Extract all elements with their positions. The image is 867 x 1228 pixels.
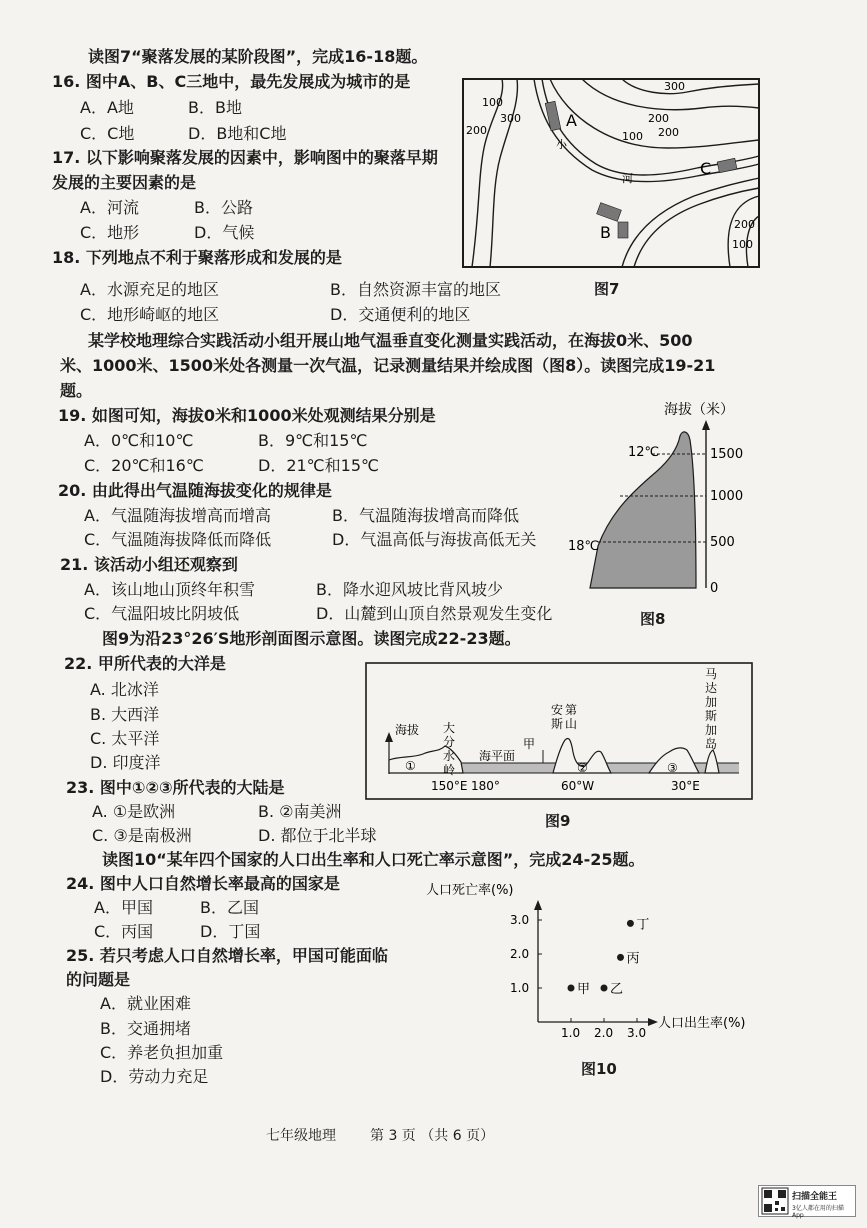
point-label: 丙 bbox=[626, 951, 640, 967]
contour-label-7: 200 bbox=[734, 218, 755, 231]
label-c: C bbox=[700, 159, 712, 178]
fig8-yaxis-label: 海拔（米） bbox=[664, 402, 734, 418]
q20-option-a: A．气温随海拔增高而增高 bbox=[84, 506, 271, 525]
q25-stem-1: 25. 若只考虑人口自然增长率，甲国可能面临 bbox=[66, 946, 388, 965]
fig9-mada-2: 达 bbox=[705, 681, 718, 695]
q25-option-b: B．交通拥堵 bbox=[100, 1019, 191, 1038]
contour-label-1: 100 bbox=[482, 96, 503, 109]
q16-option-c: C．C地 bbox=[80, 124, 135, 143]
q16-option-d: D．B地和C地 bbox=[188, 124, 287, 143]
q22-option-d: D. 印度洋 bbox=[90, 753, 161, 772]
fig9-divide-1: 大 bbox=[443, 721, 456, 735]
contour-label-9: 200 bbox=[658, 126, 679, 139]
fig9-continent-1: ① bbox=[405, 759, 416, 773]
intro-fig7: 读图7“聚落发展的某阶段图”，完成16-18题。 bbox=[88, 47, 428, 66]
figure-10-caption: 图10 bbox=[581, 1060, 617, 1078]
q24-option-c: C．丙国 bbox=[94, 922, 154, 941]
fig9-continent-3: ③ bbox=[667, 761, 678, 775]
x-tick-label: 2.0 bbox=[594, 1026, 614, 1040]
q25-option-c: C．养老负担加重 bbox=[100, 1043, 224, 1062]
figure-8-mountain bbox=[560, 396, 760, 602]
q17-option-c: C．地形 bbox=[80, 223, 140, 242]
settlement-c-block bbox=[717, 158, 737, 173]
q17-option-b: B．公路 bbox=[194, 198, 253, 217]
q23-option-b: B. ②南美洲 bbox=[258, 802, 342, 821]
q23-option-d: D. 都位于北半球 bbox=[258, 826, 377, 845]
q21-option-c: C．气温阳坡比阴坡低 bbox=[84, 604, 240, 623]
fig8-temp-top: 12℃ bbox=[628, 445, 660, 460]
q23-option-a: A. ①是欧洲 bbox=[92, 802, 176, 821]
contour-label-6: 100 bbox=[622, 130, 643, 143]
fig9-andes-2: 斯 bbox=[551, 717, 564, 731]
settlement-b-block-1 bbox=[597, 203, 622, 222]
scatter-point bbox=[601, 985, 608, 992]
scatter-point bbox=[617, 954, 624, 961]
label-a: A bbox=[566, 111, 577, 130]
footer-subject: 七年级地理 bbox=[266, 1128, 336, 1144]
q20-stem: 20. 由此得出气温随海拔变化的规律是 bbox=[58, 481, 332, 500]
fig9-lon-30e: 30°E bbox=[671, 779, 700, 793]
figure-8-caption: 图8 bbox=[640, 610, 666, 628]
fig8-tick-1000: 1000 bbox=[710, 489, 744, 504]
stamp-line2: 3亿人都在用的扫描App bbox=[792, 1205, 844, 1219]
q18-option-c: C．地形崎岖的地区 bbox=[80, 305, 220, 324]
q18-option-b: B．自然资源丰富的地区 bbox=[330, 280, 501, 299]
scatter-point bbox=[568, 985, 575, 992]
figure-7-map bbox=[462, 78, 760, 268]
q17-stem-2: 发展的主要因素的是 bbox=[52, 173, 197, 192]
settlement-b-block-2 bbox=[618, 222, 628, 238]
q16-option-a: A．A地 bbox=[80, 98, 134, 117]
q19-option-a: A．0℃和10℃ bbox=[84, 431, 194, 450]
q18-option-d: D．交通便利的地区 bbox=[330, 305, 471, 324]
q24-option-b: B．乙国 bbox=[200, 898, 259, 917]
fig10-ylabel: 人口死亡率(%) bbox=[426, 883, 514, 898]
y-tick-label: 2.0 bbox=[510, 947, 530, 961]
fig9-lon-60w: 60°W bbox=[561, 779, 595, 793]
intro-fig8-line1: 某学校地理综合实践活动小组开展山地气温垂直变化测量实践活动，在海拔0米、500 bbox=[88, 331, 693, 350]
fig9-jia-label: 甲 bbox=[523, 737, 536, 751]
q18-option-a: A．水源充足的地区 bbox=[80, 280, 219, 299]
label-river: 河 bbox=[622, 172, 633, 185]
y-tick-label: 3.0 bbox=[510, 913, 530, 927]
q22-option-a: A. 北冰洋 bbox=[90, 680, 159, 699]
fig8-tick-500: 500 bbox=[710, 535, 735, 550]
q16-option-b: B．B地 bbox=[188, 98, 242, 117]
fig8-temp-bottom: 18℃ bbox=[568, 539, 600, 554]
q17-stem-1: 17. 以下影响聚落发展的因素中，影响图中的聚落早期 bbox=[52, 148, 438, 167]
q21-option-d: D．山麓到山顶自然景观发生变化 bbox=[316, 604, 553, 623]
figure-9-caption: 图9 bbox=[545, 812, 571, 830]
fig9-divide-4: 岭 bbox=[443, 763, 456, 777]
point-label: 丁 bbox=[636, 917, 650, 933]
q23-stem: 23. 图中①②③所代表的大陆是 bbox=[66, 778, 285, 797]
fig9-elevation-label: 海拔 bbox=[395, 723, 420, 737]
intro-fig9: 图9为沿23°26′S地形剖面图示意图。读图完成22-23题。 bbox=[102, 629, 521, 648]
q25-stem-2: 的问题是 bbox=[66, 970, 131, 989]
q22-option-c: C. 太平洋 bbox=[90, 729, 160, 748]
q17-option-d: D．气候 bbox=[194, 223, 255, 242]
scatter-point bbox=[627, 920, 634, 927]
figure-9-profile bbox=[365, 662, 753, 800]
intro-fig8-line2: 米、1000米、1500米处各测量一次气温，记录测量结果并绘成图（图8）。读图完成19-21 bbox=[60, 356, 716, 375]
q20-option-b: B．气温随海拔增高而降低 bbox=[332, 506, 519, 525]
contour-label-2: 300 bbox=[500, 112, 521, 125]
q19-option-d: D．21℃和15℃ bbox=[258, 456, 379, 475]
intro-fig8-line3: 题。 bbox=[60, 381, 93, 400]
q20-option-c: C．气温随海拔降低而降低 bbox=[84, 530, 272, 549]
label-b: B bbox=[600, 223, 611, 242]
stamp-line1: 扫描全能王 bbox=[792, 1192, 838, 1202]
q19-option-c: C．20℃和16℃ bbox=[84, 456, 204, 475]
fig9-divide-3: 水 bbox=[443, 749, 456, 763]
fig9-lon-150e: 150°E bbox=[431, 779, 468, 793]
contour-label-4: 300 bbox=[664, 80, 685, 93]
intro-fig10: 读图10“某年四个国家的人口出生率和人口死亡率示意图”，完成24-25题。 bbox=[102, 850, 645, 869]
figure-7-caption: 图7 bbox=[594, 280, 620, 298]
q23-option-c: C. ③是南极洲 bbox=[92, 826, 192, 845]
y-tick-label: 1.0 bbox=[510, 981, 530, 995]
fig10-xlabel: 人口出生率(%) bbox=[658, 1016, 746, 1031]
point-label: 甲 bbox=[577, 982, 591, 997]
footer-page: 第 3 页 （共 6 页） bbox=[370, 1128, 495, 1144]
fig9-mada-6: 岛 bbox=[705, 737, 718, 751]
fig9-andes-3: 山 bbox=[565, 717, 578, 731]
q22-option-b: B. 大西洋 bbox=[90, 705, 160, 724]
x-tick-label: 1.0 bbox=[561, 1026, 581, 1040]
q24-stem: 24. 图中人口自然增长率最高的国家是 bbox=[66, 874, 340, 893]
q17-option-a: A．河流 bbox=[80, 198, 139, 217]
figure-10-chart bbox=[418, 880, 758, 1045]
fig9-di-1: 第 bbox=[565, 703, 578, 717]
q24-option-d: D．丁国 bbox=[200, 922, 261, 941]
q25-option-a: A．就业困难 bbox=[100, 994, 191, 1013]
q21-option-a: A．该山地山顶终年积雪 bbox=[84, 580, 255, 599]
q22-stem: 22. 甲所代表的大洋是 bbox=[64, 654, 226, 673]
fig9-mada-5: 加 bbox=[705, 723, 718, 737]
point-label: 乙 bbox=[610, 982, 624, 997]
fig9-continent-2: ② bbox=[577, 761, 588, 775]
fig9-mada-4: 斯 bbox=[705, 709, 718, 723]
fig9-mada-3: 加 bbox=[705, 695, 718, 709]
contour-label-5: 200 bbox=[648, 112, 669, 125]
fig9-lon-180: 180° bbox=[471, 779, 500, 793]
q19-option-b: B．9℃和15℃ bbox=[258, 431, 368, 450]
label-small: 小 bbox=[556, 138, 567, 151]
x-tick-label: 3.0 bbox=[627, 1026, 647, 1040]
settlement-a-block bbox=[545, 101, 561, 130]
fig9-divide-2: 分 bbox=[443, 735, 456, 749]
contour-label-3: 200 bbox=[466, 124, 487, 137]
q18-stem: 18. 下列地点不利于聚落形成和发展的是 bbox=[52, 248, 342, 267]
q20-option-d: D．气温高低与海拔高低无关 bbox=[332, 530, 537, 549]
fig9-andes-1: 安 bbox=[551, 703, 564, 717]
q24-option-a: A．甲国 bbox=[94, 898, 153, 917]
q19-stem: 19. 如图可知，海拔0米和1000米处观测结果分别是 bbox=[58, 406, 436, 425]
fig8-tick-1500: 1500 bbox=[710, 447, 744, 462]
q21-stem: 21. 该活动小组还观察到 bbox=[60, 555, 238, 574]
contour-label-8: 100 bbox=[732, 238, 753, 251]
fig8-tick-0: 0 bbox=[710, 581, 719, 596]
qr-code-icon bbox=[761, 1187, 789, 1215]
fig9-sea-level-label: 海平面 bbox=[479, 749, 516, 763]
q21-option-b: B．降水迎风坡比背风坡少 bbox=[316, 580, 503, 599]
q16-stem: 16. 图中A、B、C三地中，最先发展成为城市的是 bbox=[52, 72, 411, 91]
q25-option-d: D．劳动力充足 bbox=[100, 1067, 209, 1086]
scanner-stamp bbox=[758, 1185, 856, 1217]
fig9-mada-1: 马 bbox=[705, 667, 718, 681]
